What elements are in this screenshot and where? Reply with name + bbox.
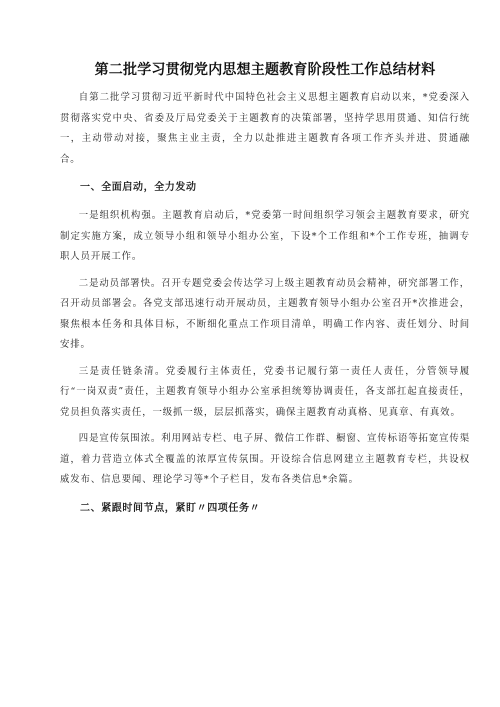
intro-paragraph: 自第二批学习贯彻习近平新时代中国特色社会主义思想主题教育启动以来，*党委深入贯彻落实党中央、省委及厅局党委关于主题教育的决策部署，坚持学思用贯通、知信行统一，主动带动对接，聚焦主业主责，全力以赴推进主题教育各项工作齐头并进、贯通融合。 [60, 92, 470, 165]
section-1-paragraph-4: 四是宣传氛围浓。利用网站专栏、电子屏、微信工作群、橱窗、宣传标语等拓宽宣传渠道，着力营造立体式全覆盖的浓厚宣传氛围。开设综合信息网建立主题教育专栏，共设权威发布、信息要闻、理论学习等*个子栏目，发布各类信息*余篇。 [60, 433, 470, 485]
section-1-paragraph-1: 一是组织机构强。主题教育启动后，*党委第一时间组织学习领会主题教育要求，研究制定实施方案，成立领导小组和领导小组办公室，下设*个工作组和*个工作专班，抽调专职人员开展工作。 [60, 210, 470, 262]
document-title: 第二批学习贯彻党内思想主题教育阶段性工作总结材料 [94, 62, 436, 78]
section-2-heading: 二、紧跟时间节点，紧盯〃四项任务〃 [80, 502, 261, 514]
section-1-paragraph-3: 三是责任链条清。党委履行主体责任，党委书记履行第一责任人责任，分管领导履行“一岗双责”责任，主题教育领导小组办公室承担统筹协调责任，各支部扛起直接责任，党员担负落实责任，一级抓一级，层层抓落实，确保主题教育动真格、见真章、有真效。 [60, 365, 470, 418]
section-1-paragraph-2: 二是动员部署快。召开专题党委会传达学习上级主题教育动员会精神，研究部署工作，召开动员部署会。各党支部迅速行动开展动员，主题教育领导小组办公室召开*次推进会，聚焦根本任务和具体目标，不断细化重点工作项目清单，明确工作内容、责任划分、时间安排。 [60, 277, 470, 350]
section-1-heading: 一、全面启动，全力发动 [80, 182, 197, 193]
